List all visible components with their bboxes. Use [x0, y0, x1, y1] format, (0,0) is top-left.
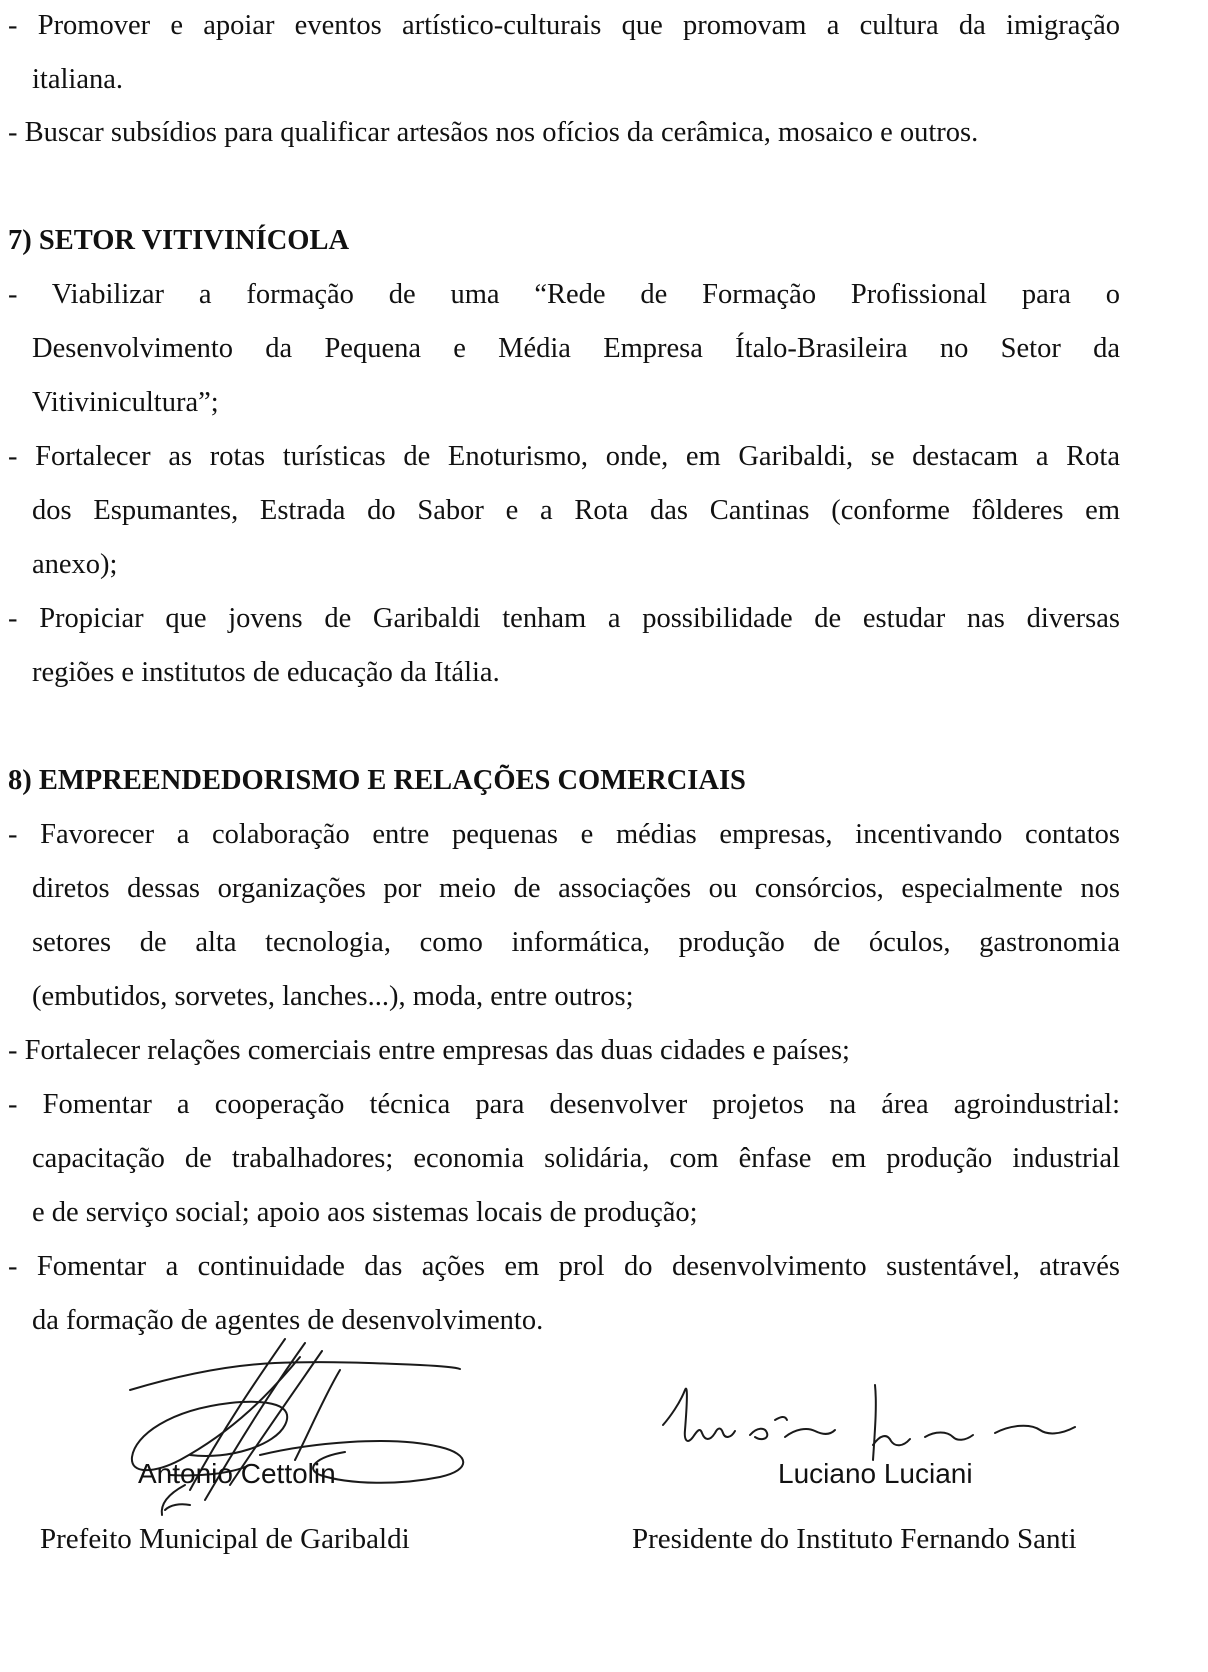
section-8-item-3-line-1: - Fomentar a cooperação técnica para desenvolver projetos na área agroindustrial:	[8, 1089, 1120, 1120]
section-8-item-4-line-1: - Fomentar a continuidade das ações em prol do desenvolvimento sustentável, através	[8, 1251, 1120, 1282]
section-7-item-2-line-2: dos Espumantes, Estrada do Sabor e a Rota das Cantinas (conforme fôlderes em	[32, 495, 1120, 526]
section-7-item-2-line-3: anexo);	[32, 549, 118, 580]
section-8-item-1-line-3: setores de alta tecnologia, como informática, produção de óculos, gastronomia	[32, 927, 1120, 958]
section-7-heading: 7) SETOR VITIVINÍCOLA	[8, 225, 350, 256]
intro-item-2-line-1: - Buscar subsídios para qualificar artesãos nos ofícios da cerâmica, mosaico e outros.	[8, 117, 979, 148]
section-7-item-1-line-1: - Viabilizar a formação de uma “Rede de Formação Profissional para o	[8, 279, 1120, 310]
intro-item-1-line-2: italiana.	[32, 64, 123, 95]
section-8-item-1-line-1: - Favorecer a colaboração entre pequenas e médias empresas, incentivando contatos	[8, 819, 1120, 850]
signature-left-scribble	[110, 1335, 510, 1520]
section-7-item-3-line-2: regiões e institutos de educação da Itália.	[32, 657, 500, 688]
signature-left-name: Antonio Cettolin	[138, 1458, 336, 1489]
section-8-heading: 8) EMPREENDEDORISMO E RELAÇÕES COMERCIAIS	[8, 765, 746, 796]
signature-right-title: Presidente do Instituto Fernando Santi	[632, 1523, 1077, 1555]
section-8-item-4-line-2: da formação de agentes de desenvolvimento.	[32, 1305, 544, 1336]
section-7-item-1-line-3: Vitivinicultura”;	[32, 387, 219, 418]
signature-right-scribble	[655, 1375, 1095, 1470]
signature-left-title: Prefeito Municipal de Garibaldi	[40, 1523, 410, 1555]
section-8-item-1-line-4: (embutidos, sorvetes, lanches...), moda, entre outros;	[32, 981, 634, 1012]
section-7-item-3-line-1: - Propiciar que jovens de Garibaldi tenham a possibilidade de estudar nas diversas	[8, 603, 1120, 634]
section-7-item-1-line-2: Desenvolvimento da Pequena e Média Empresa Ítalo-Brasileira no Setor da	[32, 333, 1120, 364]
intro-item-1-line-1: - Promover e apoiar eventos artístico-culturais que promovam a cultura da imigração	[8, 10, 1120, 41]
section-8-item-1-line-2: diretos dessas organizações por meio de associações ou consórcios, especialmente nos	[32, 873, 1120, 904]
section-7-item-2-line-1: - Fortalecer as rotas turísticas de Enoturismo, onde, em Garibaldi, se destacam a Rota	[8, 441, 1120, 472]
section-8-item-3-line-3: e de serviço social; apoio aos sistemas locais de produção;	[32, 1197, 698, 1228]
section-8-item-3-line-2: capacitação de trabalhadores; economia solidária, com ênfase em produção industrial	[32, 1143, 1120, 1174]
section-8-item-2-line-1: - Fortalecer relações comerciais entre empresas das duas cidades e países;	[8, 1035, 850, 1066]
signature-right-name: Luciano Luciani	[778, 1458, 973, 1489]
